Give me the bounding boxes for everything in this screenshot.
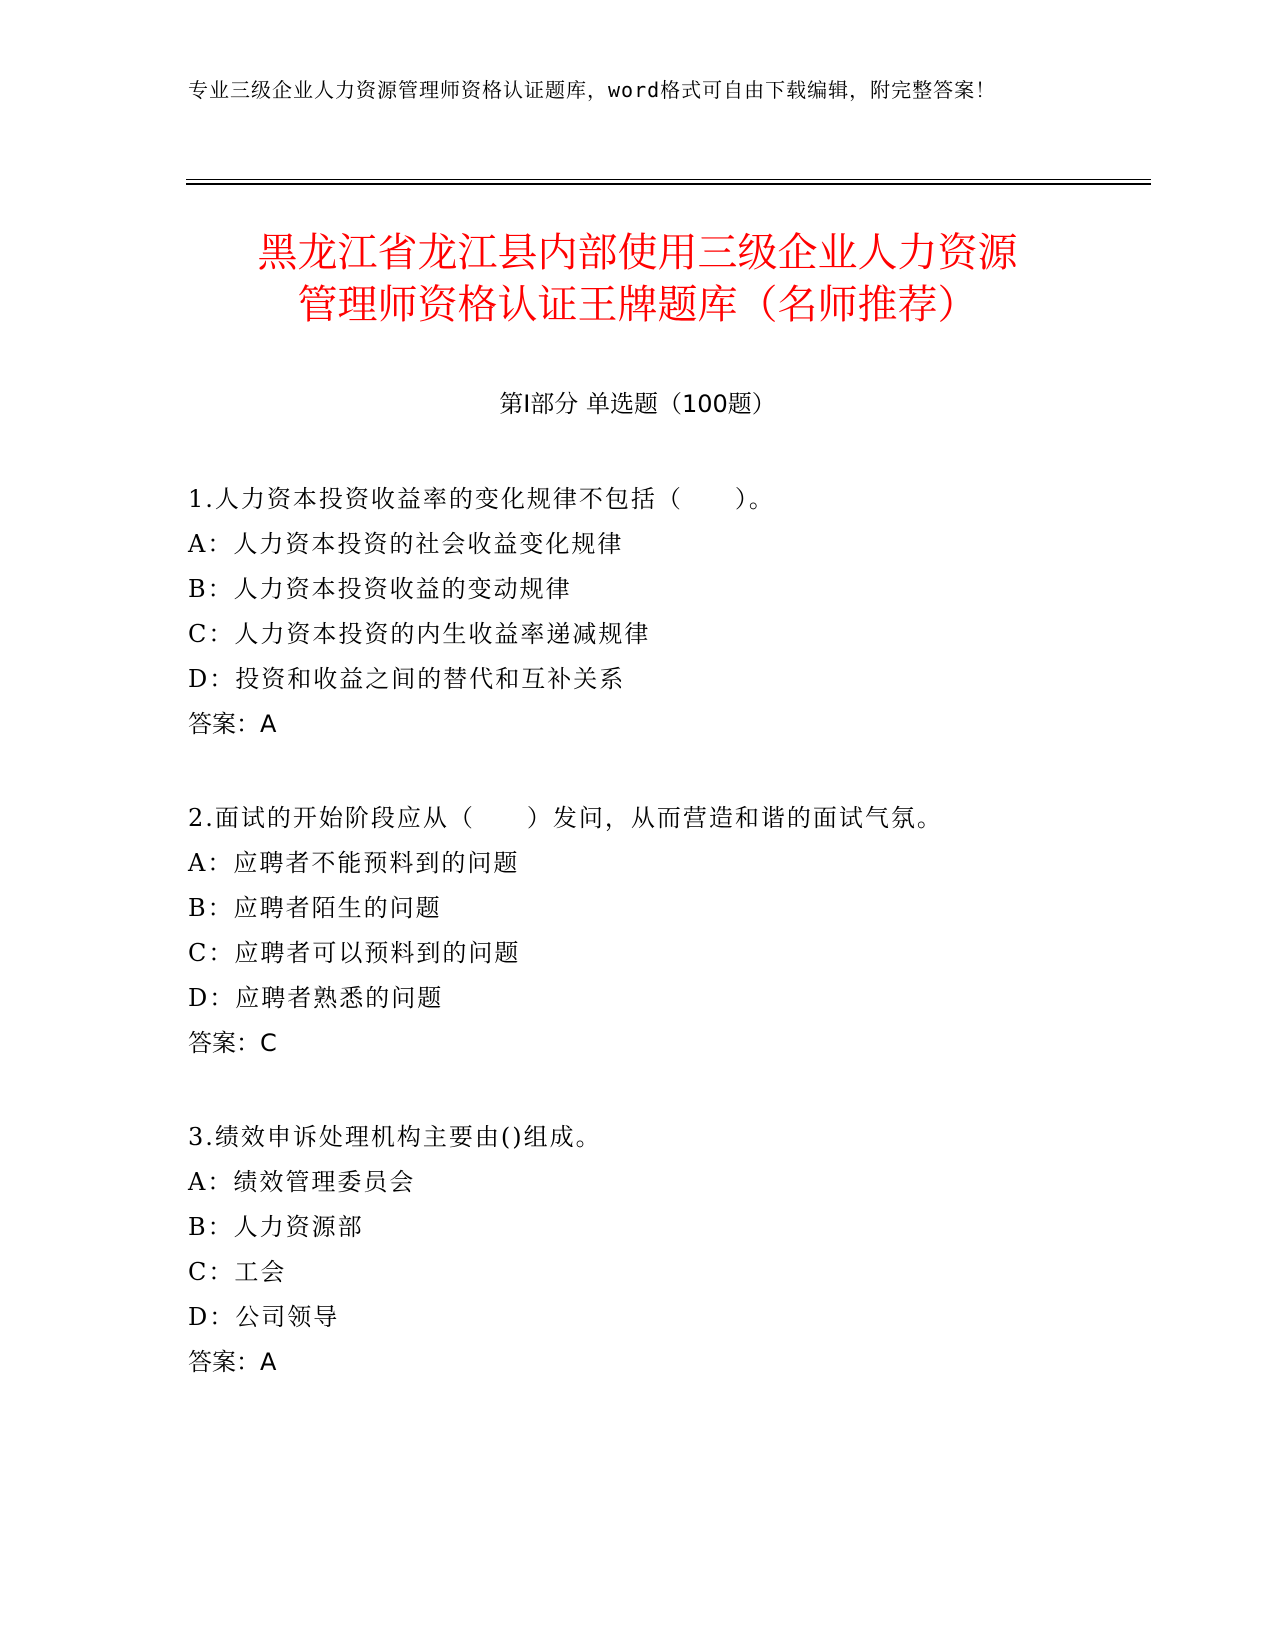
question-stem: 2.面试的开始阶段应从（ ）发问，从而营造和谐的面试气氛。 — [188, 804, 943, 832]
option-b: B：人力资本投资收益的变动规律 — [188, 575, 572, 603]
document-title-line-2: 管理师资格认证王牌题库（名师推荐） — [297, 282, 978, 328]
answer: 答案：A — [188, 1348, 277, 1376]
header-note: 专业三级企业人力资源管理师资格认证题库，word格式可自由下载编辑，附完整答案！ — [188, 78, 997, 102]
question-2 — [188, 796, 1188, 1066]
option-a: A：人力资本投资的社会收益变化规律 — [188, 530, 624, 558]
document-title-line-1: 黑龙江省龙江县内部使用三级企业人力资源 — [257, 230, 1018, 276]
option-d: D：应聘者熟悉的问题 — [188, 984, 444, 1012]
option-c: C：工会 — [188, 1258, 287, 1286]
question-stem: 3.绩效申诉处理机构主要由()组成。 — [188, 1123, 602, 1151]
option-d: D：公司领导 — [188, 1303, 340, 1331]
option-d: D：投资和收益之间的替代和互补关系 — [188, 665, 626, 693]
header-rule-thin — [186, 179, 1151, 180]
section-heading: 第Ⅰ部分 单选题（100题） — [499, 390, 776, 418]
document-title — [180, 227, 1095, 331]
option-a: A：绩效管理委员会 — [188, 1168, 416, 1196]
option-a: A：应聘者不能预料到的问题 — [188, 849, 520, 877]
option-c: C：人力资本投资的内生收益率递减规律 — [188, 620, 651, 648]
answer: 答案：A — [188, 710, 277, 738]
question-stem: 1.人力资本投资收益率的变化规律不包括（ ）。 — [188, 485, 775, 513]
question-1 — [188, 477, 1188, 747]
option-c: C：应聘者可以预料到的问题 — [188, 939, 521, 967]
question-3 — [188, 1115, 1188, 1385]
header-rule-thick — [186, 183, 1151, 185]
option-b: B：应聘者陌生的问题 — [188, 894, 442, 922]
answer: 答案：C — [188, 1029, 277, 1057]
option-b: B：人力资源部 — [188, 1213, 364, 1241]
